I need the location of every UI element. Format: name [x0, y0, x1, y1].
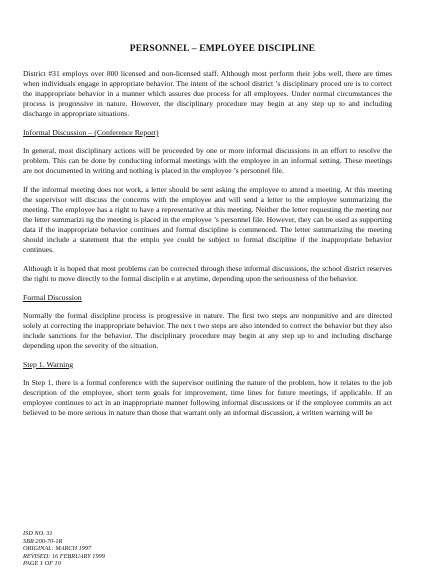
footer-line: ISD NO. 31 — [23, 530, 53, 537]
section-heading-informal: Informal Discussion – (Conference Report) — [23, 128, 159, 137]
paragraph: If the informal meeting does not work, a letter should be sent asking the employee to attend a meeting. At this meeting the supervisor will discuss the concerns with the employee and will send a letter to the employee summarizing the meeting. The employee has a right to have a representative at this meeting. Neither the letter requesting the meeting nor the letter summarizi ng the meeting is placed in the employee ’s personnel file. However, they can be used as supporting data if the inappropriate behavior continues and formal discipline is commenced. The letter summarizing the meeting should include a statement that the emplo yee could be subject to formal discipline if the inappropriate behavior continues. — [23, 185, 392, 254]
paragraph: In Step 1, there is a formal conference with the supervisor outlining the nature of the problem, how it relates to the job description of the employee, short term goals for improvement, time lines for future meetings, if applicable. If an employee continues to act in an inappropriate manner following informal discussions or if the employee commits an act believed to be more serious in nature than those that warrant only an informal discussion, a written warning will be — [23, 378, 392, 417]
footer-line: PAGE 1 OF 10 — [23, 560, 61, 568]
paragraph: Although it is hoped that most problems can be corrected through these informal discussions, the school district reserves the right to move directly to the formal disciplin e at anytime, depending upon the seriousness of the behavior. — [23, 264, 392, 283]
document-footer — [23, 530, 105, 568]
paragraph: Normally the formal discipline process is progressive in nature. The first two steps are nonpunitive and are directed solely at correcting the inappropriate behavior. The nex t two steps are also intended to correct the behavior but they also include sanctions for the behavior. The disciplinary procedure may begin at any step up to and including discharge depending upon the severity of the situation. — [23, 311, 392, 350]
paragraph: In general, most disciplinary actions will be proceeded by one or more informal discussions in an effort to resolve the problem. This can be done by conducting informal meetings with the employee in an informal setting. These meetings are not documented in writing and nothing is placed in the employee ’s personnel file. — [23, 146, 392, 175]
section-heading-step1: Step 1. Warning — [23, 360, 74, 369]
section-heading-formal: Formal Discussion — [23, 293, 82, 302]
footer-line: SBR 200-70-1R — [23, 537, 63, 545]
intro-paragraph: District #31 employs over 800 licensed and non-licensed staff. Although most perform their jobs well, there are times when individuals engage in appropriate behavior. The intent of the school district ’s disciplinary proced ure is to correct the inappropriate behavior in a manner which assures due process for all employees. Under normal circumstances the process is progressive in nature. However, the disciplinary procedure may begin at any step up to and including discharge in appropriate situations. — [23, 69, 392, 118]
document-title: PERSONNEL – EMPLOYEE DISCIPLINE — [129, 44, 316, 54]
footer-line: ORIGINAL: MARCH 1997 — [23, 545, 92, 553]
footer-line: REVISED: 16 FEBRUARY 1999 — [23, 552, 105, 560]
